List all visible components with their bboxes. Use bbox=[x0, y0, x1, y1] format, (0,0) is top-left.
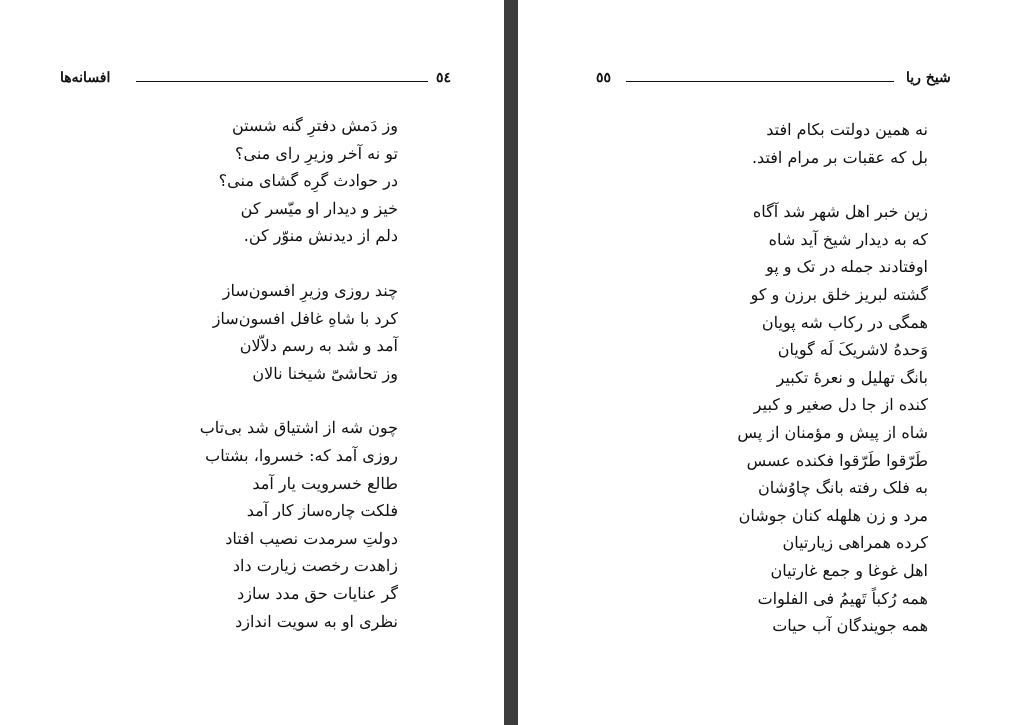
verse-line: شاه از پیش و مؤمنان از پس bbox=[737, 422, 928, 442]
verse-line: همگی در رکاب شه پویان bbox=[761, 312, 928, 332]
stanza-break bbox=[628, 171, 928, 198]
page-number: ٥٥ bbox=[596, 70, 612, 86]
verse-line: به فلک رفته بانگ چاوُشان bbox=[757, 478, 928, 498]
verse-line: کرده همراهی زیارتیان bbox=[782, 533, 928, 553]
verse-block bbox=[98, 112, 398, 635]
verse-line: گر عنایات حق مدد سازد bbox=[237, 583, 398, 603]
book-gutter bbox=[504, 0, 518, 725]
verse-line: بل که عقبات بر مرام افتد. bbox=[751, 147, 928, 167]
verse-block bbox=[628, 116, 928, 640]
left-page bbox=[0, 0, 504, 725]
verse-line: کنده از جا دل صغیر و کبیر bbox=[753, 395, 928, 415]
verse-line: تو نه آخر وزیرِ رای منی؟ bbox=[235, 143, 398, 163]
verse-line: فلکت چاره‌ساز کار آمد bbox=[246, 501, 398, 521]
verse-line: وز تحاشیّ شیخنا نالان bbox=[252, 363, 398, 383]
verse-line: دلم از دیدنش منوّر کن. bbox=[243, 226, 398, 246]
left-page-header bbox=[60, 70, 460, 92]
verse-line: گشته لبریز خلق برزن و کو bbox=[750, 284, 928, 304]
verse-line: دولتِ سرمدت نصیب افتاد bbox=[225, 528, 398, 548]
verse-line: چند روزی وزیرِ افسون‌ساز bbox=[222, 280, 398, 300]
verse-line: روزی آمد که: خسروا، بشتاب bbox=[205, 445, 398, 465]
right-page bbox=[518, 0, 1024, 725]
verse-line: چون شه از اشتیاق شد بی‌تاب bbox=[199, 418, 398, 438]
verse-line: طَرّقوا طَرّقوا فکنده عسس bbox=[746, 450, 928, 470]
running-title: شیخ ریا bbox=[906, 70, 951, 86]
stanza-break bbox=[98, 250, 398, 277]
verse-line: خیز و دیدار او میّسر کن bbox=[240, 198, 398, 218]
verse-line: نظری او به سویت اندازد bbox=[235, 611, 398, 631]
verse-line: طالع خسرویت یار آمد bbox=[252, 473, 398, 493]
verse-line: اهل غوغا و جمع غارتیان bbox=[770, 560, 928, 580]
verse-line: همه جویندگان آب حیات bbox=[772, 616, 928, 636]
verse-line: همه رُکباً تَهیمُ فی الفلوات bbox=[757, 588, 928, 608]
verse-line: نه همین دولتت بکام افتد bbox=[766, 120, 928, 139]
header-rule bbox=[136, 81, 428, 82]
running-title: افسانه‌ها bbox=[60, 70, 111, 86]
verse-line: که به دیدار شیخ آید شاه bbox=[768, 229, 928, 249]
verse-line: کرد با شاهِ غافل افسون‌ساز bbox=[212, 308, 398, 328]
verse-line: آمد و شد به رسم دلاّلان bbox=[239, 336, 398, 356]
verse-line: اوفتادند جمله در تک و پو bbox=[765, 257, 928, 277]
header-rule bbox=[626, 81, 894, 82]
right-page-header bbox=[596, 70, 956, 92]
verse-line: بانگ تهلیل و نعرهٔ تکبیر bbox=[776, 367, 928, 387]
verse-line: زین خبر اهل شهر شد آگاه bbox=[752, 202, 928, 222]
verse-line: در حوادث گرِه گشای منی؟ bbox=[218, 171, 398, 191]
verse-line: وَحدهُ لاشریکَ لَه گویان bbox=[777, 340, 928, 360]
verse-line: زاهدت رخصت زیارت داد bbox=[232, 556, 398, 576]
verse-line: وز دَمش دفترِ گنه شستن bbox=[231, 116, 398, 135]
page-number: ٥٤ bbox=[436, 70, 452, 86]
stanza-break bbox=[98, 387, 398, 414]
verse-line: مرد و زن هلهله کنان جوشان bbox=[738, 505, 928, 525]
